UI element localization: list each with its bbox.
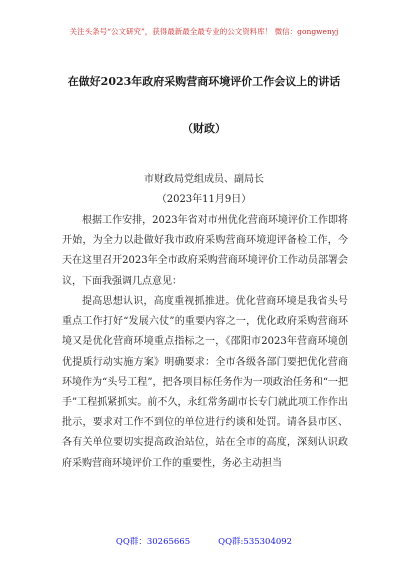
- footer-contact: [0, 535, 408, 547]
- document-subtitle: （财政）: [182, 122, 226, 135]
- speaker-line: 市财政局党组成员、副局长: [144, 174, 264, 185]
- header-promo-note: 关注头条号“公文研究”，获得最新最全最专业的公文资料库！ 微信：gongwenyj: [69, 27, 339, 36]
- body-paragraph-1: 根据工作安排，2023年省对市州优化营商环境评价工作即将开始，为全力以赴做好我市政府采购营商环境迎评备检工作，今天在这里召开2023年全市政府采购营商环境评价工作动员部署会议，下面我强调几点意见：: [62, 215, 348, 287]
- footer-qq-group-2: QQ群:535304092: [218, 537, 293, 547]
- document-title: 在做好2023年政府采购营商环境评价工作会议上的讲话: [67, 75, 341, 88]
- footer-qq-group-1: QQ群：30265665: [115, 537, 191, 547]
- body-paragraph-2: 提高思想认识，高度重视抓推进。优化营商环境是我省头号重点工作打好“发展六仗”的重要内容之一，优化政府采购营商环境又是优化营商环境重点指标之一，《邵阳市2023年营商环境创优提质行动实施方案》明确要求：全市各级各部门要把优化营商环境作为“头号工程”，把各项目标任务作为一项政治任务和“一把手”工程抓紧抓实。前不久，永红常务副市长专门就此项工作作出批示，要求对工作不到位的单位进行约谈和处罚。请各县市区、各有关单位要切实提高政治站位，站在全市的高度，深刻认识政府采购营商环境评价工作的重要性，务必主动担当: [62, 296, 348, 469]
- speech-date: （2023年11月9日）: [156, 194, 252, 205]
